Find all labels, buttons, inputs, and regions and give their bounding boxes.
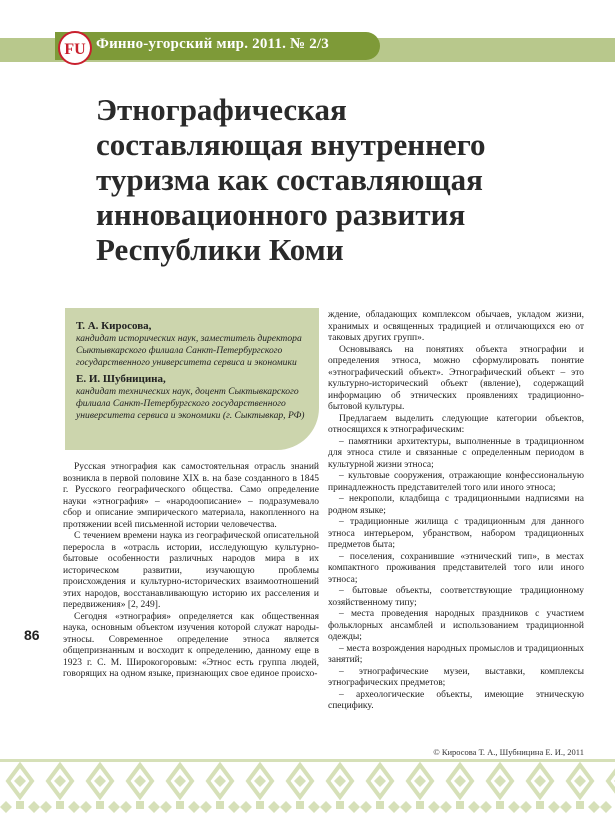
title-line: туризма как составляющая xyxy=(96,162,483,197)
list-item: – места возрождения народных промыслов и традиционных занятий; xyxy=(328,643,584,665)
list-item: – этнографические музеи, выставки, комплексы этнографических предметов; xyxy=(328,666,584,688)
page-number: 86 xyxy=(24,627,40,643)
ornament-border-icon xyxy=(0,757,615,820)
title-line: составляющая внутреннего xyxy=(96,127,486,162)
right-column xyxy=(328,310,584,713)
list-item: – археологические объекты, имеющие этническую специфику. xyxy=(328,689,584,711)
left-column xyxy=(63,462,319,681)
paragraph: ждение, обладающих комплексом обычаев, укладом жизни, хранимых и освященных традицией и отличающихся ею от таковых других групп». xyxy=(328,310,584,343)
author-name: Е. И. Шубницина, xyxy=(76,373,166,385)
svg-text:FU: FU xyxy=(64,41,86,58)
list-item: – памятники архитектуры, выполненные в традиционном для этноса стиле и связанные с определенным периодом в культурной жизни этноса; xyxy=(328,436,584,470)
paragraph: С течением времени наука из географической описательной переросла в «отрасль истории, исследующую культурно-бытовые особенности различных народов мира в их историческом развитии, изучающую проблемы происхождения и культурно-исторических взаимоотношений этих народов, восстанавливающую историю их расселения и передвижения» [2, 249]. xyxy=(63,531,319,610)
paragraph: Русская этнография как самостоятельная отрасль знаний возникла в первой половине XIX в. на базе созданного в 1845 г. Русского географического общества. Само определение науки «этнография» – «народоописание» – подразумевало сбор и описание эмпирического материала, накопленного на протяжении всей письменной истории человечества. xyxy=(63,462,319,530)
list-item: – некрополи, кладбища с традиционными надписями на родном языке; xyxy=(328,494,584,516)
paragraph: Предлагаем выделить следующие категории объектов, относящихся к этнографическим: xyxy=(328,413,584,435)
title-line: Этнографическая xyxy=(96,92,347,127)
paragraph: Сегодня «этнография» определяется как общественная наука, основным объектом изучения которой служат народы-этносы. Современное определение этноса является общепризнанным и восходит к определению, данному еще в 1923 г. С. М. Широкогоровым: «Этнос есть группа людей, говорящих на одном языке, признающих свое единое происхо- xyxy=(63,611,319,679)
list-item: – бытовые объекты, соответствующие традиционному хозяйственному типу; xyxy=(328,586,584,608)
title-line: инновационного развития xyxy=(96,197,466,232)
copyright-line: © Киросова Т. А., Шубницина Е. И., 2011 xyxy=(433,747,584,757)
author-affiliation: кандидат исторических наук, заместитель директора Сыктывкарского филиала Санкт-Петербургского государственного университета сервиса и экономики xyxy=(76,333,302,368)
title-line: Республики Коми xyxy=(96,232,344,267)
paragraph: Основываясь на понятиях объекта этнографии и определения этноса, можно сформулировать понятие «этнографический объект». Этнографический объект – это культурно-исторический объект (явление), содержащий информацию об этнических проявлениях традиционно-бытовой культуры. xyxy=(328,344,584,412)
author-affiliation: кандидат технических наук, доцент Сыктывкарского филиала Санкт-Петербургского государственного университета сервиса и экономики (г. Сыктывкар, РФ) xyxy=(76,386,305,421)
list-item: – традиционные жилища с традиционным для данного этноса интерьером, убранством, набором традиционных предметов быта; xyxy=(328,517,584,550)
list-item: – места проведения народных праздников с участием фольклорных ансамблей и использованием традиционной одежды; xyxy=(328,609,584,642)
journal-title: Финно-угорский мир. 2011. № 2/3 xyxy=(96,36,329,52)
authors-box xyxy=(65,308,319,450)
article-title xyxy=(96,92,586,267)
list-item: – культовые сооружения, отражающие конфессиональную принадлежность представителей того или иного этноса; xyxy=(328,471,584,493)
author-name: Т. А. Киросова, xyxy=(76,320,152,332)
journal-header xyxy=(0,30,615,66)
list-item: – поселения, сохранившие «этнический тип», в местах компактного проживания представителей того или иного этноса; xyxy=(328,551,584,585)
journal-logo-icon xyxy=(57,30,93,66)
